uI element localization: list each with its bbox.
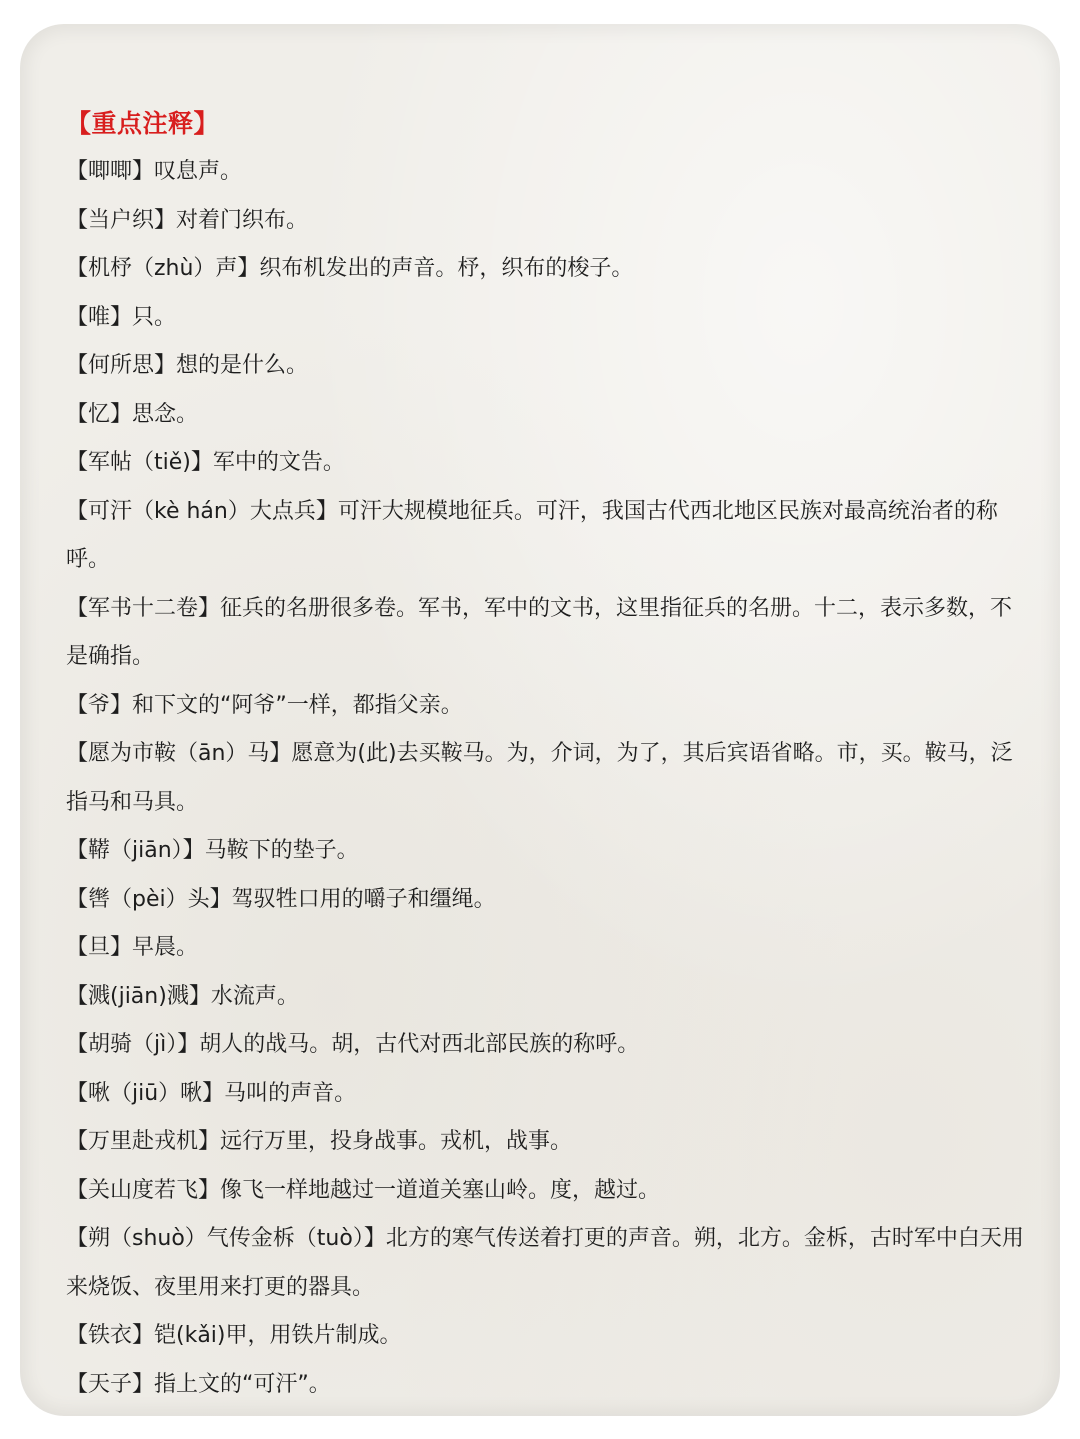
note-item: 【鞯（jiān）】马鞍下的垫子。: [66, 838, 359, 863]
note-item: 【关山度若飞】像飞一样地越过一道道关塞山岭。度，越过。: [66, 1177, 661, 1203]
note-item: 【天子】指上文的“可汗”。: [66, 1371, 331, 1397]
note-item: 【何所思】想的是什么。: [66, 353, 309, 378]
notes-content: [66, 100, 1026, 1409]
note-item: 【愿为市鞍（ān）马】愿意为(此)去买鞍马。为，介词，为了，其后宾语省略。市，买。鞍马，泛指马和马具。: [66, 741, 1013, 815]
note-item: 【胡骑（jì）】胡人的战马。胡，古代对西北部民族的称呼。: [66, 1032, 640, 1057]
note-item: 【唯】只。: [66, 304, 177, 330]
note-item: 【唧唧】叹息声。: [66, 159, 243, 184]
note-item: 【机杼（zhù）声】织布机发出的声音。杼，织布的梭子。: [66, 256, 634, 281]
note-item: 【当户织】对着门织布。: [66, 207, 309, 233]
note-item: 【旦】早晨。: [66, 935, 199, 960]
note-item: 【军书十二卷】征兵的名册很多卷。军书，军中的文书，这里指征兵的名册。十二，表示多数，不是确指。: [66, 595, 1013, 669]
note-item: 【铁衣】铠(kǎi)甲，用铁片制成。: [66, 1323, 402, 1348]
note-item: 【啾（jiū）啾】马叫的声音。: [66, 1080, 357, 1106]
note-item: 【爷】和下文的“阿爷”一样，都指父亲。: [66, 692, 463, 718]
section-heading: 【重点注释】: [66, 109, 220, 138]
note-item: 【万里赴戎机】远行万里，投身战事。戎机，战事。: [66, 1129, 573, 1154]
note-item: 【朔（shuò）气传金柝（tuò）】北方的寒气传送着打更的声音。朔，北方。金柝，古时军中白天用来烧饭、夜里用来打更的器具。: [66, 1226, 1024, 1300]
notes-list: [66, 148, 1026, 1409]
note-item: 【辔（pèi）头】驾驭牲口用的嚼子和缰绳。: [66, 886, 496, 912]
note-item: 【可汗（kè hán）大点兵】可汗大规模地征兵。可汗，我国古代西北地区民族对最高统治者的称呼。: [66, 498, 998, 572]
note-item: 【军帖（tiě)】军中的文告。: [66, 450, 345, 475]
note-item: 【忆】思念。: [66, 401, 199, 427]
note-item: 【溅(jiān)溅】水流声。: [66, 983, 299, 1009]
